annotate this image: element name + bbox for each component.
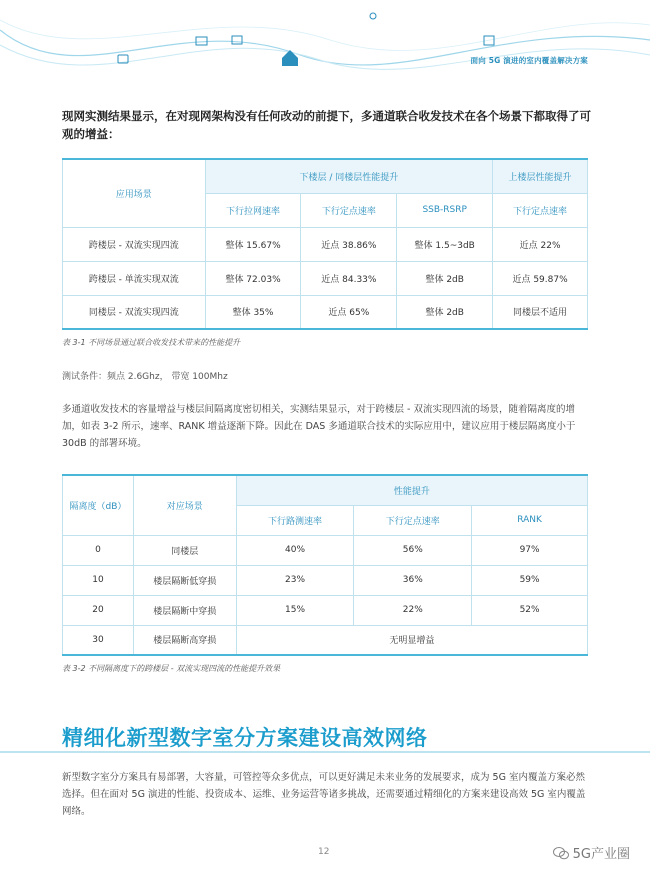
value-cell: 整体 2dB [397,261,493,295]
isolation-cell: 30 [63,625,134,655]
group-down-header: 下楼层 / 同楼层性能提升 [205,159,493,193]
isolation-cell: 0 [63,535,134,565]
table-row [63,261,588,295]
value-cell: 整体 1.5~3dB [397,227,493,261]
value-cell: 整体 2dB [397,295,493,329]
value-cell: 40% [236,535,354,565]
scene-cell: 同楼层 - 双流实现四流 [63,295,206,329]
value-cell: 23% [236,565,354,595]
section-title: 精细化新型数字室分方案建设高效网络 [62,726,428,750]
test-condition: 测试条件：频点 2.6Ghz， 带宽 100Mhz [62,372,228,382]
subheader-ssb-rsrp: SSB-RSRP [397,193,493,227]
value-cell-merged: 无明显增益 [236,625,587,655]
value-cell: 59% [472,565,588,595]
value-cell: 近点 22% [493,227,588,261]
value-cell: 22% [354,595,472,625]
value-cell: 同楼层不适用 [493,295,588,329]
subheader-dl-drive-rate: 下行拉网速率 [205,193,301,227]
table-row [63,227,588,261]
value-cell: 近点 59.87% [493,261,588,295]
wechat-icon [553,846,569,860]
value-cell: 15% [236,595,354,625]
subheader-dl-fixed-rate: 下行定点速率 [301,193,397,227]
group-perf-header: 性能提升 [236,475,587,505]
col-scene-header: 对应场景 [133,475,236,535]
table-caption-1: 表 3-1 不同场景通过联合收发技术带来的性能提升 [62,338,241,347]
col-scene-header: 应用场景 [63,159,206,227]
body-paragraph-2: 新型数字室分方案具有易部署，大容量，可管控等众多优点，可以更好满足未来业务的发展要求，成为 5G 室内覆盖方案必然选择。但在面对 5G 演进的性能、投资成本、运维、业务运营等诸多挑战，还需要通过精细化的方案来建设高效 5G 室内覆盖网络。 [62,772,586,817]
house-icon [282,50,298,66]
subheader-up-dl-fixed-rate: 下行定点速率 [493,193,588,227]
header-decoration [0,0,650,95]
value-cell: 近点 65% [301,295,397,329]
watermark-text: 5G产业圈 [572,847,630,862]
subheader-dl-fixed-rate: 下行定点速率 [354,505,472,535]
monitor-icon [232,36,242,44]
table-row [63,565,588,595]
cloud-icon [370,13,376,19]
table-row [63,295,588,329]
scene-cell: 跨楼层 - 双流实现四流 [63,227,206,261]
value-cell: 整体 72.03% [205,261,301,295]
performance-table-1 [62,158,588,330]
value-cell: 整体 15.67% [205,227,301,261]
table-caption-2: 表 3-2 不同隔离度下的跨楼层 - 双流实现四流的性能提升效果 [62,664,281,673]
scene-cell: 同楼层 [133,535,236,565]
watermark [553,843,630,862]
section-divider [0,751,650,753]
table-row [63,535,588,565]
scene-cell: 跨楼层 - 单流实现双流 [63,261,206,295]
group-up-header: 上楼层性能提升 [493,159,588,193]
scene-cell: 楼层隔断高穿损 [133,625,236,655]
value-cell: 36% [354,565,472,595]
value-cell: 52% [472,595,588,625]
value-cell: 近点 38.86% [301,227,397,261]
isolation-cell: 10 [63,565,134,595]
table-row [63,595,588,625]
document-subtitle: 面向 5G 演进的室内覆盖解决方案 [470,56,588,65]
lead-paragraph: 现网实测结果显示，在对现网架构没有任何改动的前提下，多通道联合收发技术在各个场景下都取得了可观的增益： [62,109,591,141]
isolation-cell: 20 [63,595,134,625]
value-cell: 整体 35% [205,295,301,329]
scene-cell: 楼层隔断中穿损 [133,595,236,625]
performance-table-2 [62,474,588,656]
table-row [63,625,588,655]
scene-cell: 楼层隔断低穿损 [133,565,236,595]
value-cell: 近点 84.33% [301,261,397,295]
value-cell: 97% [472,535,588,565]
subheader-dl-drive-rate: 下行路测速率 [236,505,354,535]
page-number: 12 [318,847,330,857]
screen-icon [196,37,207,45]
value-cell: 56% [354,535,472,565]
body-paragraph-1: 多通道收发技术的容量增益与楼层间隔离度密切相关，实测结果显示，对于跨楼层 - 双流实现四流的场景，随着隔离度的增加，如表 3-2 所示，速率、RANK 增益逐渐下降。因此在 DAS 多通道联合技术的实际应用中，建议应用于楼层隔离度小于 30dB 的部署环境。 [62,404,576,449]
subheader-rank: RANK [472,505,588,535]
col-isolation-header: 隔离度（dB） [63,475,134,535]
